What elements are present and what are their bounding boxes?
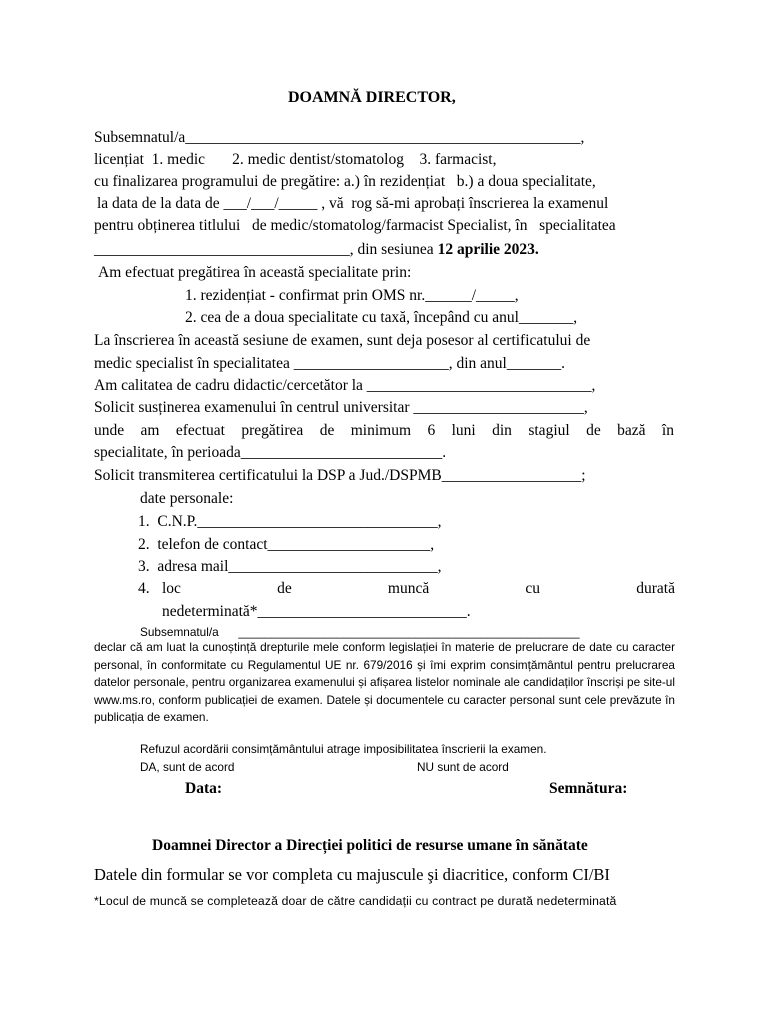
cnp-field: 1. C.N.P._______________________________, — [138, 513, 442, 530]
workplace-word-1: loc — [162, 580, 181, 597]
title-specialty-line: pentru obținerea titlului de medic/stomatolog/farmacist Specialist, în specialitatea — [94, 217, 616, 234]
footnote: *Locul de muncă se completează doar de către candidații cu contract pe durată nedeterminată — [94, 894, 617, 908]
completion-note: Datele din formular se vor completa cu majuscule şi diacritice, conform CI/BI — [94, 865, 610, 884]
form-title: DOAMNĂ DIRECTOR, — [288, 89, 456, 106]
exam-center-line: Solicit susținerea examenului în centrul universitar ______________________, — [94, 399, 588, 416]
program-line: cu finalizarea programului de pregătire: a.) în rezidențiat b.) a doua specialitate, — [94, 173, 596, 190]
personal-data-heading: date personale: — [140, 490, 234, 507]
consent-name-line: Subsemnatul/a ____________________________________________________ — [140, 625, 580, 639]
workplace-word-4: cu — [525, 580, 541, 597]
consent-no-option: NU sunt de acord — [417, 760, 509, 774]
dsp-line: Solicit transmiterea certificatului la DSP a Jud./DSPMB__________________; — [94, 467, 586, 484]
certificate-line-2: medic specialist în specialitatea ____________________, din anul_______. — [94, 355, 565, 372]
workplace-number: 4. — [138, 580, 150, 597]
refusal-note: Refuzul acordării consimțământului atrage imposibilitatea înscrierii la examen. — [140, 742, 547, 756]
addressee-line: Doamnei Director a Direcției politici de resurse umane în sănătate — [152, 837, 588, 854]
signature-label: Semnătura: — [549, 780, 628, 797]
consent-text: declar că am luat la cunoștință drepturile mele conform legislației în materie de prelucrare de date cu caracter personal, în conformitate cu Regulamentul UE nr. 679/2016 și îmi exprim consimțământul pentru prelucrarea datelor personale, pentru organizarea examenului și afișarea listelor nominale ale candidaților înscriși pe site-ul www.ms.ro, conform publicației de examen. Datele și documentele cu caracter personal sunt cele prevăzute în publicația de examen. — [94, 640, 675, 724]
training-period-line-2: specialitate, în perioada__________________________. — [94, 444, 447, 461]
date-request-line: la data de la data de ___/___/_____ , vă rog să-mi aprobați înscrierea la examenul — [97, 195, 609, 212]
workplace-word-2: de — [277, 580, 292, 597]
date-label: Data: — [185, 780, 223, 797]
session-blank: _________________________________, din sesiunea — [94, 241, 438, 258]
workplace-field-cont: nedeterminată*___________________________. — [162, 603, 471, 620]
training-option-1: 1. rezidențiat - confirmat prin OMS nr.______/_____, — [185, 287, 519, 304]
workplace-word-3: muncă — [387, 580, 430, 597]
email-field: 3. adresa mail___________________________, — [138, 558, 442, 575]
training-option-2: 2. cea de a doua specialitate cu taxă, începând cu anul_______, — [185, 309, 578, 326]
certificate-line-1: La înscrierea în această sesiune de examen, sunt deja posesor al certificatului de — [94, 332, 591, 349]
licentiat-line: licențiat 1. medic 2. medic dentist/stomatolog 3. farmacist, — [94, 151, 497, 168]
workplace-word-5: durată — [636, 580, 675, 597]
session-line — [94, 240, 539, 260]
consent-yes-option: DA, sunt de acord — [140, 760, 235, 774]
didactic-line: Am calitatea de cadru didactic/cercetător la _____________________________, — [94, 377, 596, 394]
training-heading: Am efectuat pregătirea în această specialitate prin: — [98, 264, 412, 281]
training-period-line-1: unde am efectuat pregătirea de minimum 6 luni din stagiul de bază în — [94, 422, 674, 439]
phone-field: 2. telefon de contact_____________________, — [138, 536, 435, 553]
workplace-field — [162, 579, 675, 599]
subsemnatul-line: Subsemnatul/a___________________________________________________, — [94, 129, 585, 146]
session-date: 12 aprilie 2023. — [437, 241, 539, 258]
